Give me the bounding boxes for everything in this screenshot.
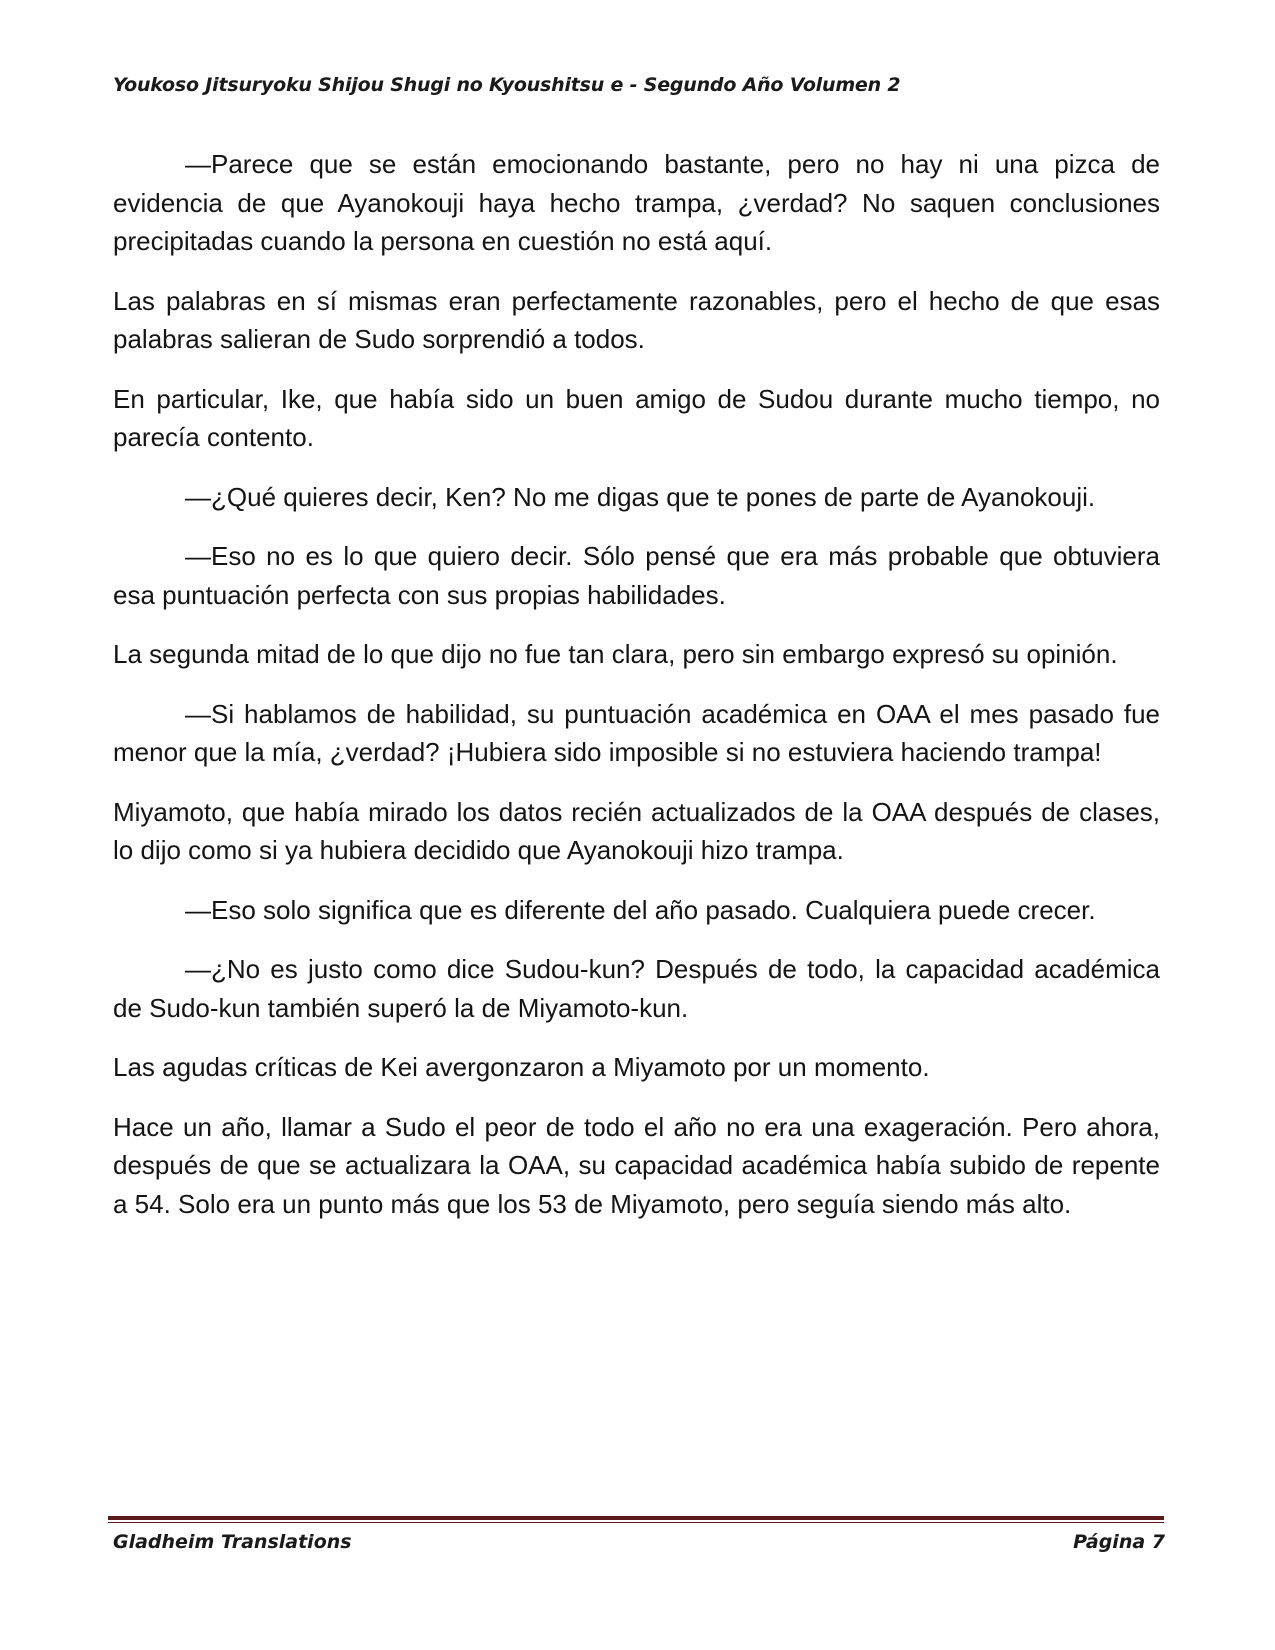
paragraph-10: —¿No es justo como dice Sudou-kun? Después de todo, la capacidad académica de Sudo-kun también superó la de Miyamoto-kun. bbox=[113, 954, 1160, 1023]
paragraph-12: Hace un año, llamar a Sudo el peor de todo el año no era una exageración. Pero ahora, después de que se actualizara la OAA, su capacidad académica había subido de repente a 54. Solo era un punto más que los 53 de Miyamoto, pero seguía siendo más alto. bbox=[113, 1111, 1160, 1219]
paragraph-4: —¿Qué quieres decir, Ken? No me digas que te pones de parte de Ayanokouji. bbox=[185, 481, 1096, 512]
footer-divider bbox=[108, 1516, 1164, 1523]
paragraph-6: La segunda mitad de lo que dijo no fue tan clara, pero sin embargo expresó su opinión. bbox=[113, 639, 1118, 669]
footer-credit: Gladheim Translations bbox=[113, 1531, 352, 1553]
paragraph-2: Las palabras en sí mismas eran perfectamente razonables, pero el hecho de que esas palabras salieran de Sudo sorprendió a todos. bbox=[113, 285, 1160, 354]
paragraph-1: —Parece que se están emocionando bastante, pero no hay ni una pizca de evidencia de que Ayanokouji haya hecho trampa, ¿verdad? No saquen conclusiones precipitadas cuando la persona en cuestión no está aquí. bbox=[113, 149, 1160, 256]
paragraph-11: Las agudas críticas de Kei avergonzaron a Miyamoto por un momento. bbox=[113, 1052, 930, 1082]
paragraph-3: En particular, Ike, que había sido un buen amigo de Sudou durante mucho tiempo, no parecía contento. bbox=[113, 383, 1160, 452]
running-header: Youkoso Jitsuryoku Shijou Shugi no Kyoushitsu e - Segundo Año Volumen 2 bbox=[113, 74, 901, 96]
page-number: Página 7 bbox=[1073, 1531, 1165, 1553]
paragraph-8: Miyamoto, que había mirado los datos recién actualizados de la OAA después de clases, lo dijo como si ya hubiera decidido que Ayanokouji hizo trampa. bbox=[113, 796, 1160, 865]
paragraph-9: —Eso solo significa que es diferente del año pasado. Cualquiera puede crecer. bbox=[185, 894, 1096, 925]
paragraph-5: —Eso no es lo que quiero decir. Sólo pensé que era más probable que obtuviera esa puntuación perfecta con sus propias habilidades. bbox=[113, 541, 1160, 610]
page-body bbox=[113, 145, 1160, 1244]
paragraph-7: —Si hablamos de habilidad, su puntuación académica en OAA el mes pasado fue menor que la mía, ¿verdad? ¡Hubiera sido imposible si no estuviera haciendo trampa! bbox=[113, 698, 1160, 767]
